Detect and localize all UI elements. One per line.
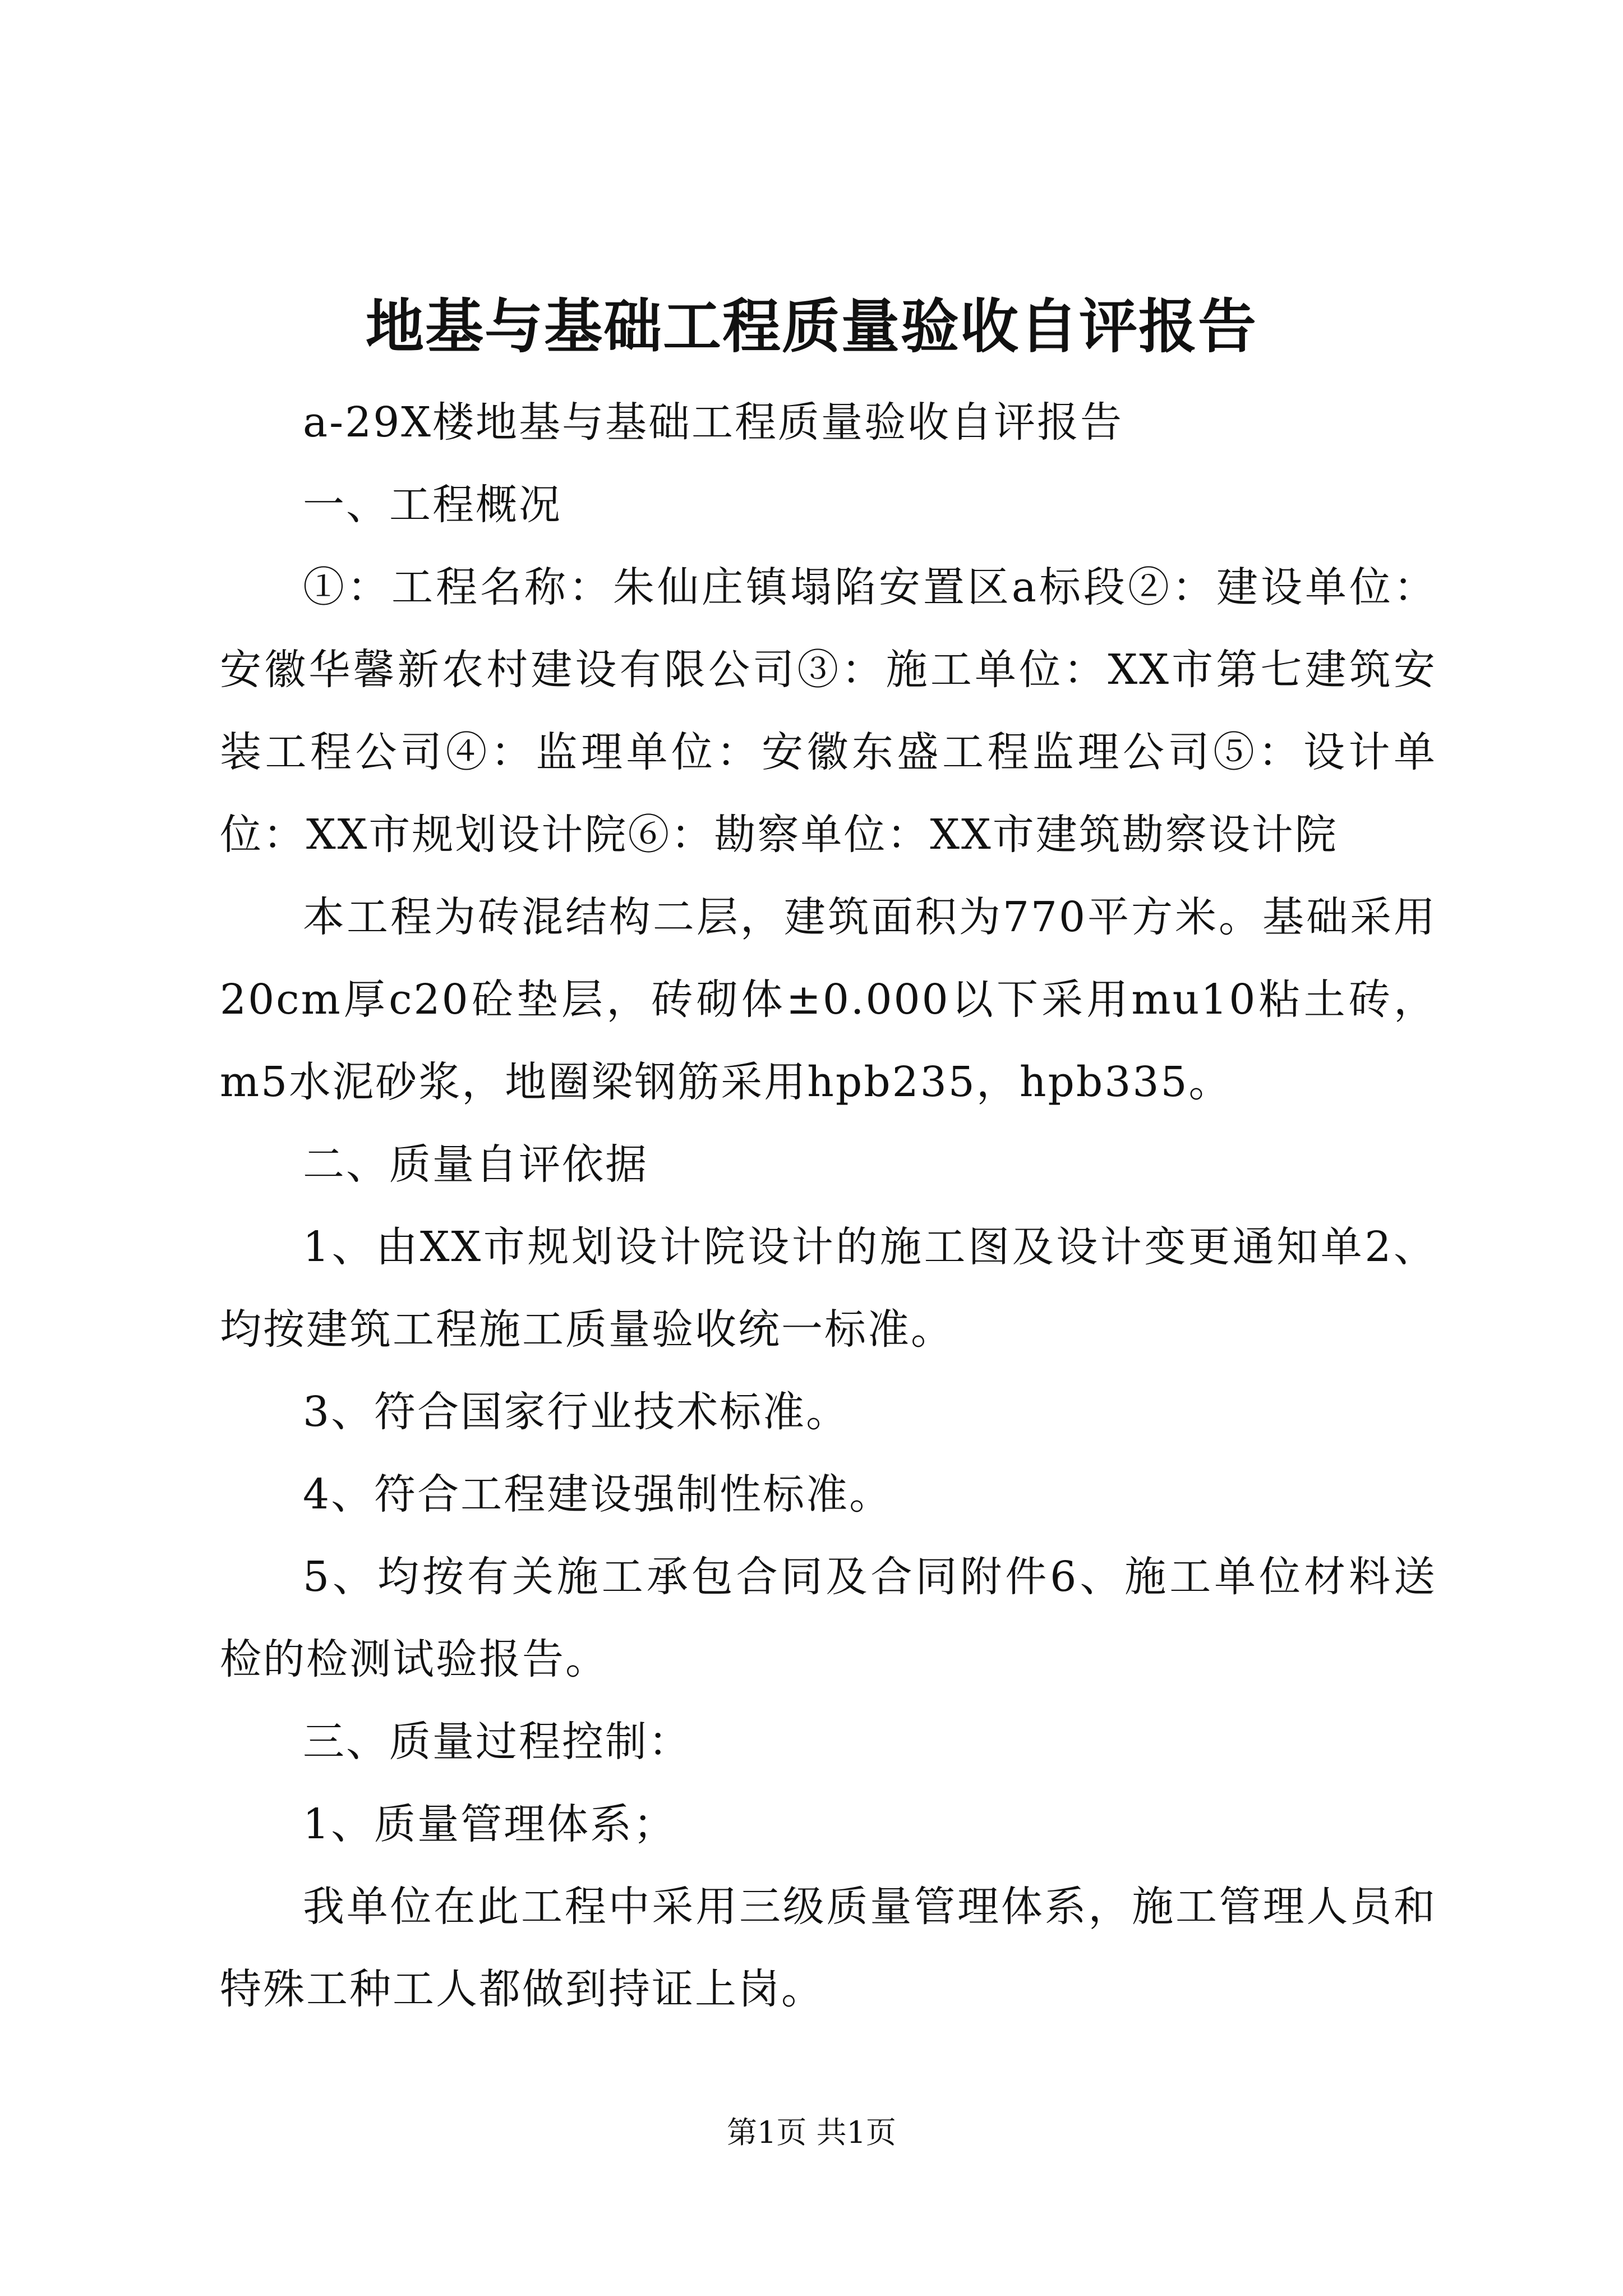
project-structure-paragraph: 本工程为砖混结构二层，建筑面积为770平方米。基础采用20cm厚c20砼垫层，砖砌体±0.000以下采用mu10粘土砖，m5水泥砂浆，地圈梁钢筋采用hpb235，hpb335。	[220, 893, 1437, 1106]
document-title: 地基与基础工程质量验收自评报告	[365, 292, 1257, 361]
quality-system-paragraph: 我单位在此工程中采用三级质量管理体系，施工管理人员和特殊工种工人都做到持证上岗。	[220, 1883, 1437, 2013]
basis-item-5-6: 5、均按有关施工承包合同及合同附件6、施工单位材料送检的检测试验报告。	[220, 1553, 1437, 1683]
basis-item-4: 4、符合工程建设强制性标准。	[303, 1470, 893, 1519]
basis-item-3: 3、符合国家行业技术标准。	[303, 1388, 850, 1436]
section-heading-process-control: 三、质量过程控制：	[303, 1718, 691, 1766]
basis-item-1-2: 1、由XX市规划设计院设计的施工图及设计变更通知单2、均按建筑工程施工质量验收统一标准。	[220, 1223, 1437, 1354]
project-units-paragraph: ①：工程名称：朱仙庄镇塌陷安置区a标段②：建设单位：安徽华馨新农村建设有限公司③：施工单位：XX市第七建筑安装工程公司④：监理单位：安徽东盛工程监理公司⑤：设计单位：XX市规划设计院⑥：勘察单位：XX市建筑勘察设计院	[220, 563, 1437, 859]
document-body	[220, 381, 1437, 2031]
section-heading-overview: 一、工程概况	[303, 481, 562, 529]
subtitle-paragraph: a-29X楼地基与基础工程质量验收自评报告	[303, 398, 1123, 447]
section-heading-basis: 二、质量自评依据	[303, 1140, 648, 1189]
page-footer: 第1页 共1页	[727, 2115, 896, 2150]
quality-system-heading: 1、质量管理体系；	[303, 1800, 677, 1848]
